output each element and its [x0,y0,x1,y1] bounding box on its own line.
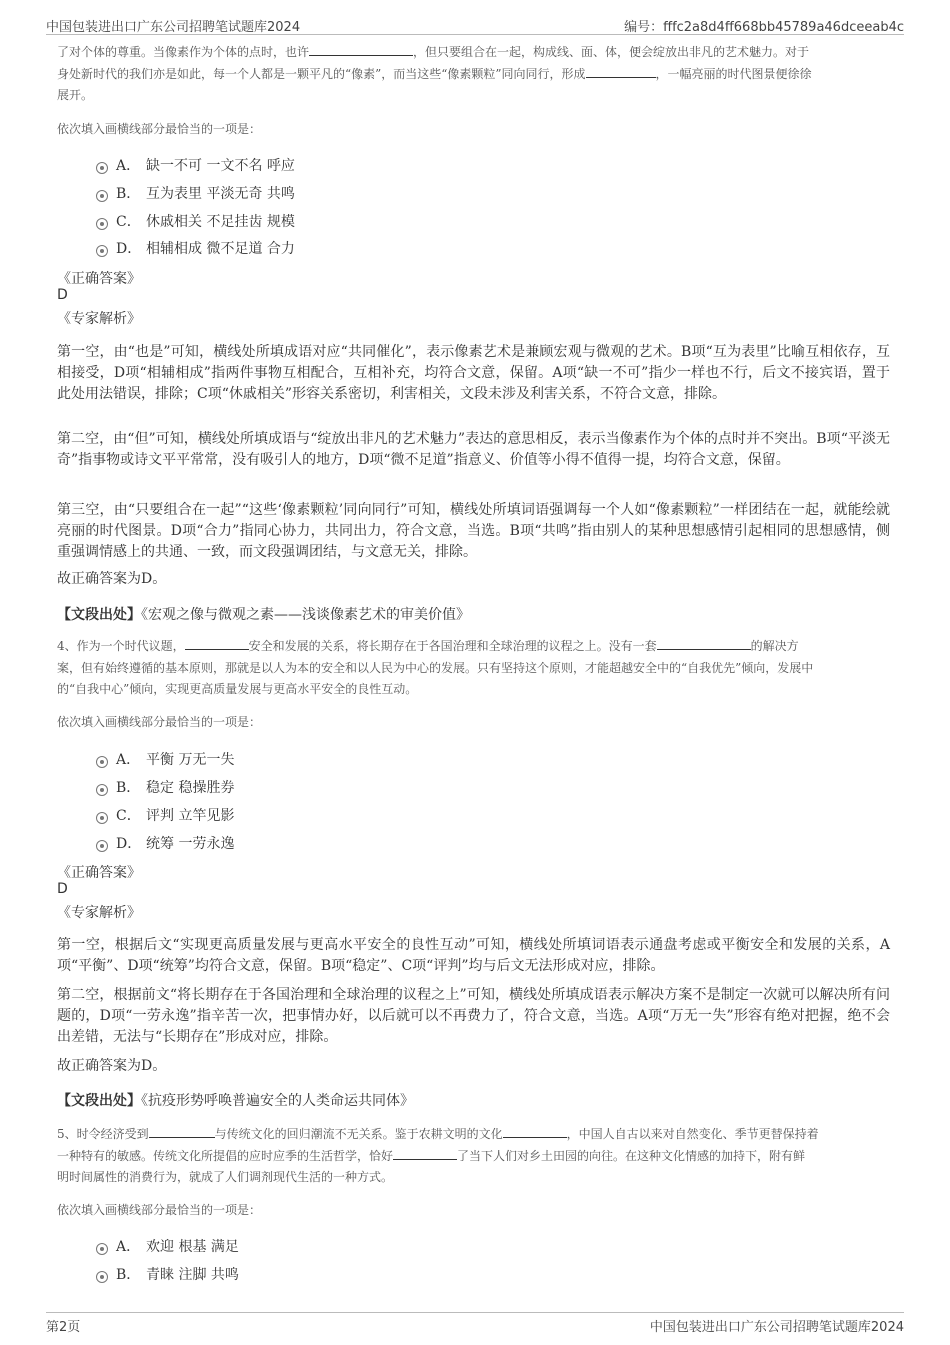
page-number: 第2页 [46,1320,81,1335]
option-letter: C． [116,808,141,824]
page-footer [46,1312,904,1337]
option-letter: C． [116,214,141,230]
q4-text-part: 的“自我中心”倾向，实现更高质量发展与更高水平安全的良性互动。 [57,682,418,696]
q3-expert-analysis-label: 《专家解析》 [57,311,141,327]
option-text: 评判 立竿见影 [146,808,235,824]
q3-analysis-conclusion: 故正确答案为D。 [57,571,167,587]
blank-line [185,636,249,650]
option-text: 统筹 一劳永逸 [146,836,235,852]
q4-text-part: 的解决方 [750,639,799,653]
q3-text-part: 展开。 [57,88,94,102]
q3-instruction: 依次填入画横线部分最恰当的一项是： [57,122,262,136]
blank-line [657,636,751,650]
q3-option-c[interactable] [96,211,295,231]
q5-text-part: 明时间属性的消费行为，就成了人们调剂现代生活的一种方式。 [57,1170,394,1184]
blank-line [309,42,413,56]
q4-option-d[interactable] [96,833,234,853]
q3-option-b[interactable] [96,183,295,203]
q4-analysis-conclusion: 故正确答案为D。 [57,1058,167,1074]
header-title: 中国包装进出口广东公司招聘笔试题库2024 [46,20,301,35]
q4-correct-answer-label: 《正确答案》 [57,865,141,881]
blank-line [503,1124,567,1138]
q3-option-a[interactable] [96,155,295,175]
radio-icon[interactable] [96,784,108,796]
footer-title: 中国包装进出口广东公司招聘笔试题库2024 [649,1320,904,1335]
header-doc-id: 编号：fffc2a8d4ff668bb45789a46dceeab4c [624,20,904,35]
question-4-text [57,636,897,701]
q4-option-a[interactable] [96,749,234,769]
radio-icon[interactable] [96,840,108,852]
q4-option-c[interactable] [96,805,234,825]
q5-text-part: 5、时令经济受到 [57,1127,149,1141]
q4-text-part: 4、作为一个时代议题， [57,639,185,653]
radio-icon[interactable] [96,1271,108,1283]
option-text: 缺一不可 一文不名 呼应 [146,158,295,174]
q3-analysis-para-1: 第一空，由“也是”可知，横线处所填成语对应“共同催化”，表示像素艺术是兼顾宏观与微观的艺术。B项“互为表里”比喻互相依存，互相接受，D项“相辅相成”指两件事物互相配合，互相补充，均符合文意，保留。A项“缺一不可”指少一样也不行，后文不接宾语，置于此处用法错误，排除；C项“休戚相关”形容关系密切，利害相关，文段未涉及利害关系，不符合文意，排除。 [57,344,890,402]
option-letter: D． [116,836,142,852]
option-letter: B． [116,1267,141,1283]
option-letter: A． [116,752,141,768]
question-5-text [57,1124,897,1189]
q3-analysis-para-2: 第二空，由“但”可知，横线处所填成语与“绽放出非凡的艺术魅力”表达的意思相反，表示当像素作为个体的点时并不突出。B项“平淡无奇”指事物或诗文平平常常，没有吸引人的地方，D项“微不足道”指意义、价值等小得不值得一提，均符合文意，保留。 [57,431,890,468]
option-letter: A． [116,158,141,174]
source-title: 《宏观之像与微观之素——浅谈像素艺术的审美价值》 [141,607,470,623]
q4-option-b[interactable] [96,777,234,797]
q3-answer: D [57,287,68,303]
q4-source [57,1090,414,1110]
q5-instruction: 依次填入画横线部分最恰当的一项是： [57,1203,262,1217]
option-text: 欢迎 根基 满足 [146,1239,239,1255]
option-text: 青睐 注脚 共鸣 [146,1267,239,1283]
option-letter: B． [116,780,141,796]
radio-icon[interactable] [96,812,108,824]
option-text: 互为表里 平淡无奇 共鸣 [146,186,295,202]
radio-icon[interactable] [96,756,108,768]
q5-text-part: ，中国人自古以来对自然变化、季节更替保持着 [566,1127,819,1141]
option-letter: A． [116,1239,141,1255]
q5-text-part: 一种特有的敏感。传统文化所提倡的应时应季的生活哲学，恰好 [57,1148,394,1163]
source-title: 《抗疫形势呼唤普遍安全的人类命运共同体》 [141,1093,414,1109]
q3-text-part: 了对个体的尊重。当像素作为个体的点时，也许 [57,45,310,59]
question-3-text [57,42,897,107]
q3-source [57,604,470,624]
q5-text-part: 与传统文化的回归潮流不无关系。鉴于农耕文明的文化 [214,1127,503,1141]
blank-line [149,1124,215,1138]
option-text: 稳定 稳操胜券 [146,780,235,796]
option-text: 平衡 万无一失 [146,752,235,768]
radio-icon[interactable] [96,190,108,202]
option-letter: B． [116,186,141,202]
q4-instruction: 依次填入画横线部分最恰当的一项是： [57,715,262,729]
q4-analysis-para-2: 第二空，根据前文“将长期存在于各国治理和全球治理的议程之上”可知，横线处所填成语表示解决方案不是制定一次就可以解决所有问题的，D项“一劳永逸”指辛苦一次，把事情办好，以后就可以不再费力了，符合文意，当选。A项“万无一失”形容有绝对把握，绝不会出差错，无法与“长期存在”形成对应，排除。 [57,987,890,1045]
page-header [46,14,904,35]
radio-icon[interactable] [96,218,108,230]
blank-line [393,1146,457,1160]
radio-icon[interactable] [96,245,108,257]
blank-line [586,64,656,78]
q4-text-part: 安全和发展的关系，将长期存在于各国治理和全球治理的议程之上。没有一套 [248,639,657,653]
radio-icon[interactable] [96,1243,108,1255]
q5-text-part: 了当下人们对乡土田园的向往。在这种文化情感的加持下，附有鲜 [457,1148,806,1163]
q3-option-d[interactable] [96,238,295,258]
q4-analysis-para-1: 第一空，根据后文“实现更高质量发展与更高水平安全的良性互动”可知，横线处所填词语表示通盘考虑或平衡安全和发展的关系，A项“平衡”、D项“统筹”均符合文意，保留。B项“稳定”、C项“评判”均与后文无法形成对应，排除。 [57,937,890,974]
option-letter: D． [116,241,142,257]
q4-text-part: 案，但有始终遵循的基本原则，那就是以人为本的安全和以人民为中心的发展。只有坚持这个原则，才能超越安全中的“自我优先”倾向，发展中 [57,660,814,675]
q3-analysis-para-3: 第三空，由“只要组合在一起”“这些‘像素颗粒’同向同行”可知，横线处所填词语强调每一个人如“像素颗粒”一样团结在一起，就能绘就亮丽的时代图景。D项“合力”指同心协力，共同出力，符合文意，当选。B项“共鸣”指由别人的某种思想感情引起相同的思想感情，侧重强调情感上的共通、一致，而文段强调团结，与文意无关，排除。 [57,502,890,560]
q3-text-part: ，但只要组合在一起，构成线、面、体，便会绽放出非凡的艺术魅力。对于 [413,45,810,59]
q5-option-a[interactable] [96,1236,239,1256]
source-prefix: 【文段出处】 [57,607,141,623]
q4-answer: D [57,881,68,897]
option-text: 休戚相关 不足挂齿 规模 [146,214,295,230]
option-text: 相辅相成 微不足道 合力 [146,241,295,257]
q3-correct-answer-label: 《正确答案》 [57,271,141,287]
source-prefix: 【文段出处】 [57,1093,141,1109]
q3-text-part: 身处新时代的我们亦是如此，每一个人都是一颗平凡的“像素”，而当这些“像素颗粒”同向同行，形成 [57,66,586,81]
radio-icon[interactable] [96,162,108,174]
q5-option-b[interactable] [96,1264,239,1284]
q3-text-part: ，一幅亮丽的时代图景便徐徐 [655,66,812,81]
q4-expert-analysis-label: 《专家解析》 [57,905,141,921]
